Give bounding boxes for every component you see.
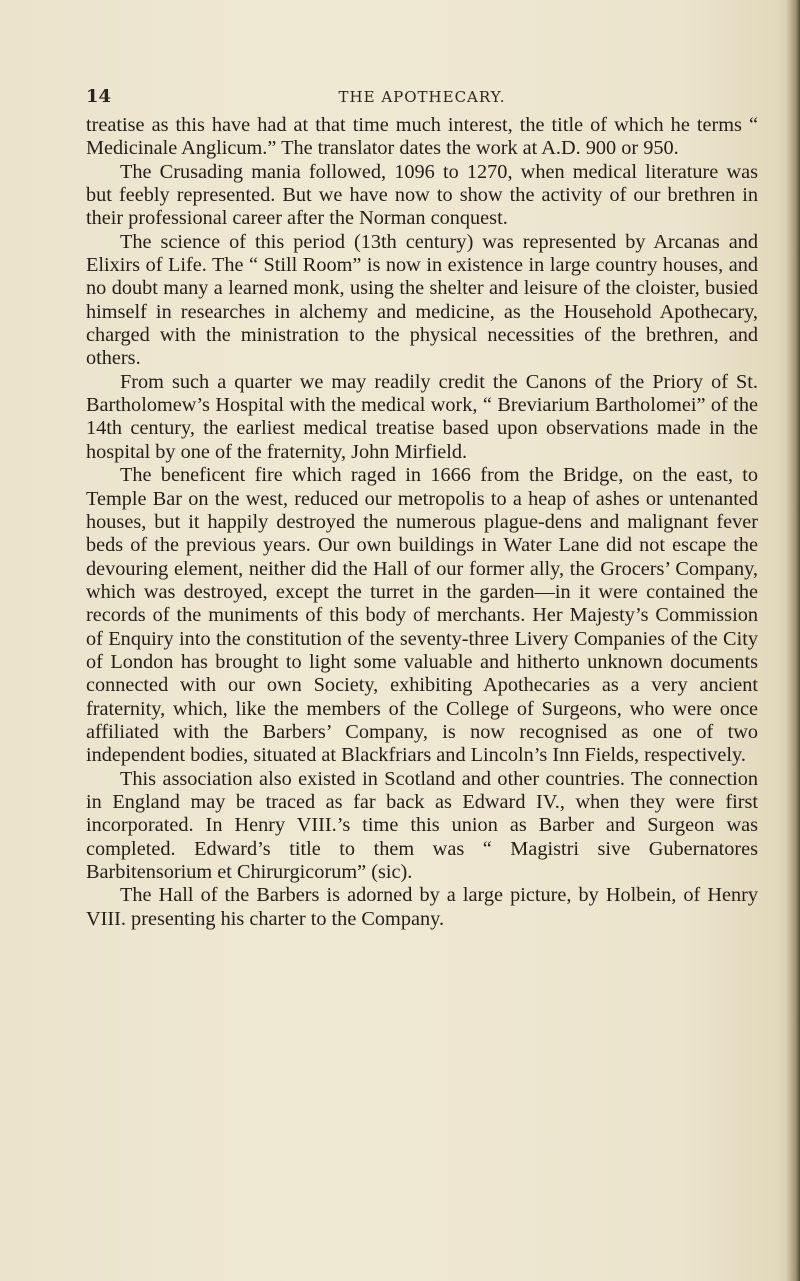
- page-header: [86, 86, 758, 112]
- page-number: 14: [86, 86, 112, 107]
- paragraph-7: The Hall of the Barbers is adorned by a large picture, by Holbein, of Henry VIII. presenting his charter to the Company.: [86, 884, 758, 930]
- paragraph-6: This association also existed in Scotland and other countries. The connection in England may be traced as far back as Edward IV., when they were first incorporated. In Henry VIII.’s time this union as Barber and Surgeon was completed. Edward’s title to them was “ Magistri sive Gubernatores Barbitensorium et Chirurgicorum” (sic).: [86, 767, 758, 883]
- paragraph-4: From such a quarter we may readily credit the Canons of the Priory of St. Bartholomew’s Hospital with the medical work, “ Breviarium Bartholomei” of the 14th century, the earliest medical treatise based upon observations made in the hospital by one of the fraternity, John Mirfield.: [86, 370, 758, 463]
- paragraph-1: treatise as this have had at that time much interest, the title of which he terms “ Medicinale Anglicum.” The translator dates the work at A.D. 900 or 950.: [86, 114, 758, 160]
- paragraph-5: The beneficent fire which raged in 1666 from the Bridge, on the east, to Temple Bar on the west, reduced our metropolis to a heap of ashes or untenanted houses, but it happily destroyed the numerous plague-dens and malignant fever beds of the previous years. Our own buildings in Water Lane did not escape the devouring element, neither did the Hall of our former ally, the Grocers’ Company, which was destroyed, except the turret in the garden—in it were contained the records of the muniments of this body of merchants. Her Majesty’s Commission of Enquiry into the constitution of the seventy-three Livery Companies of the City of London has brought to light some valuable and hitherto unknown documents connected with our own Society, exhibiting Apothecaries as a very ancient fraternity, which, like the members of the College of Surgeons, who were once affiliated with the Barbers’ Company, is now recognised as one of two independent bodies, situated at Blackfriars and Lincoln’s Inn Fields, respectively.: [86, 464, 758, 767]
- paragraph-3: The science of this period (13th century) was represented by Arcanas and Elixirs of Life. The “ Still Room” is now in existence in large country houses, and no doubt many a learned monk, using the shelter and leisure of the cloister, busied himself in researches in alchemy and medicine, as the Household Apothecary, charged with the ministration to the physical necessities of the brethren, and others.: [86, 230, 758, 370]
- paragraph-2: The Crusading mania followed, 1096 to 1270, when medical literature was but feebly represented. But we have now to show the activity of our brethren in their professional career after the Norman conquest.: [86, 160, 758, 230]
- body-text: [86, 114, 758, 931]
- page-edge-shadow: [786, 0, 800, 1281]
- running-head: THE APOTHECARY.: [338, 88, 506, 106]
